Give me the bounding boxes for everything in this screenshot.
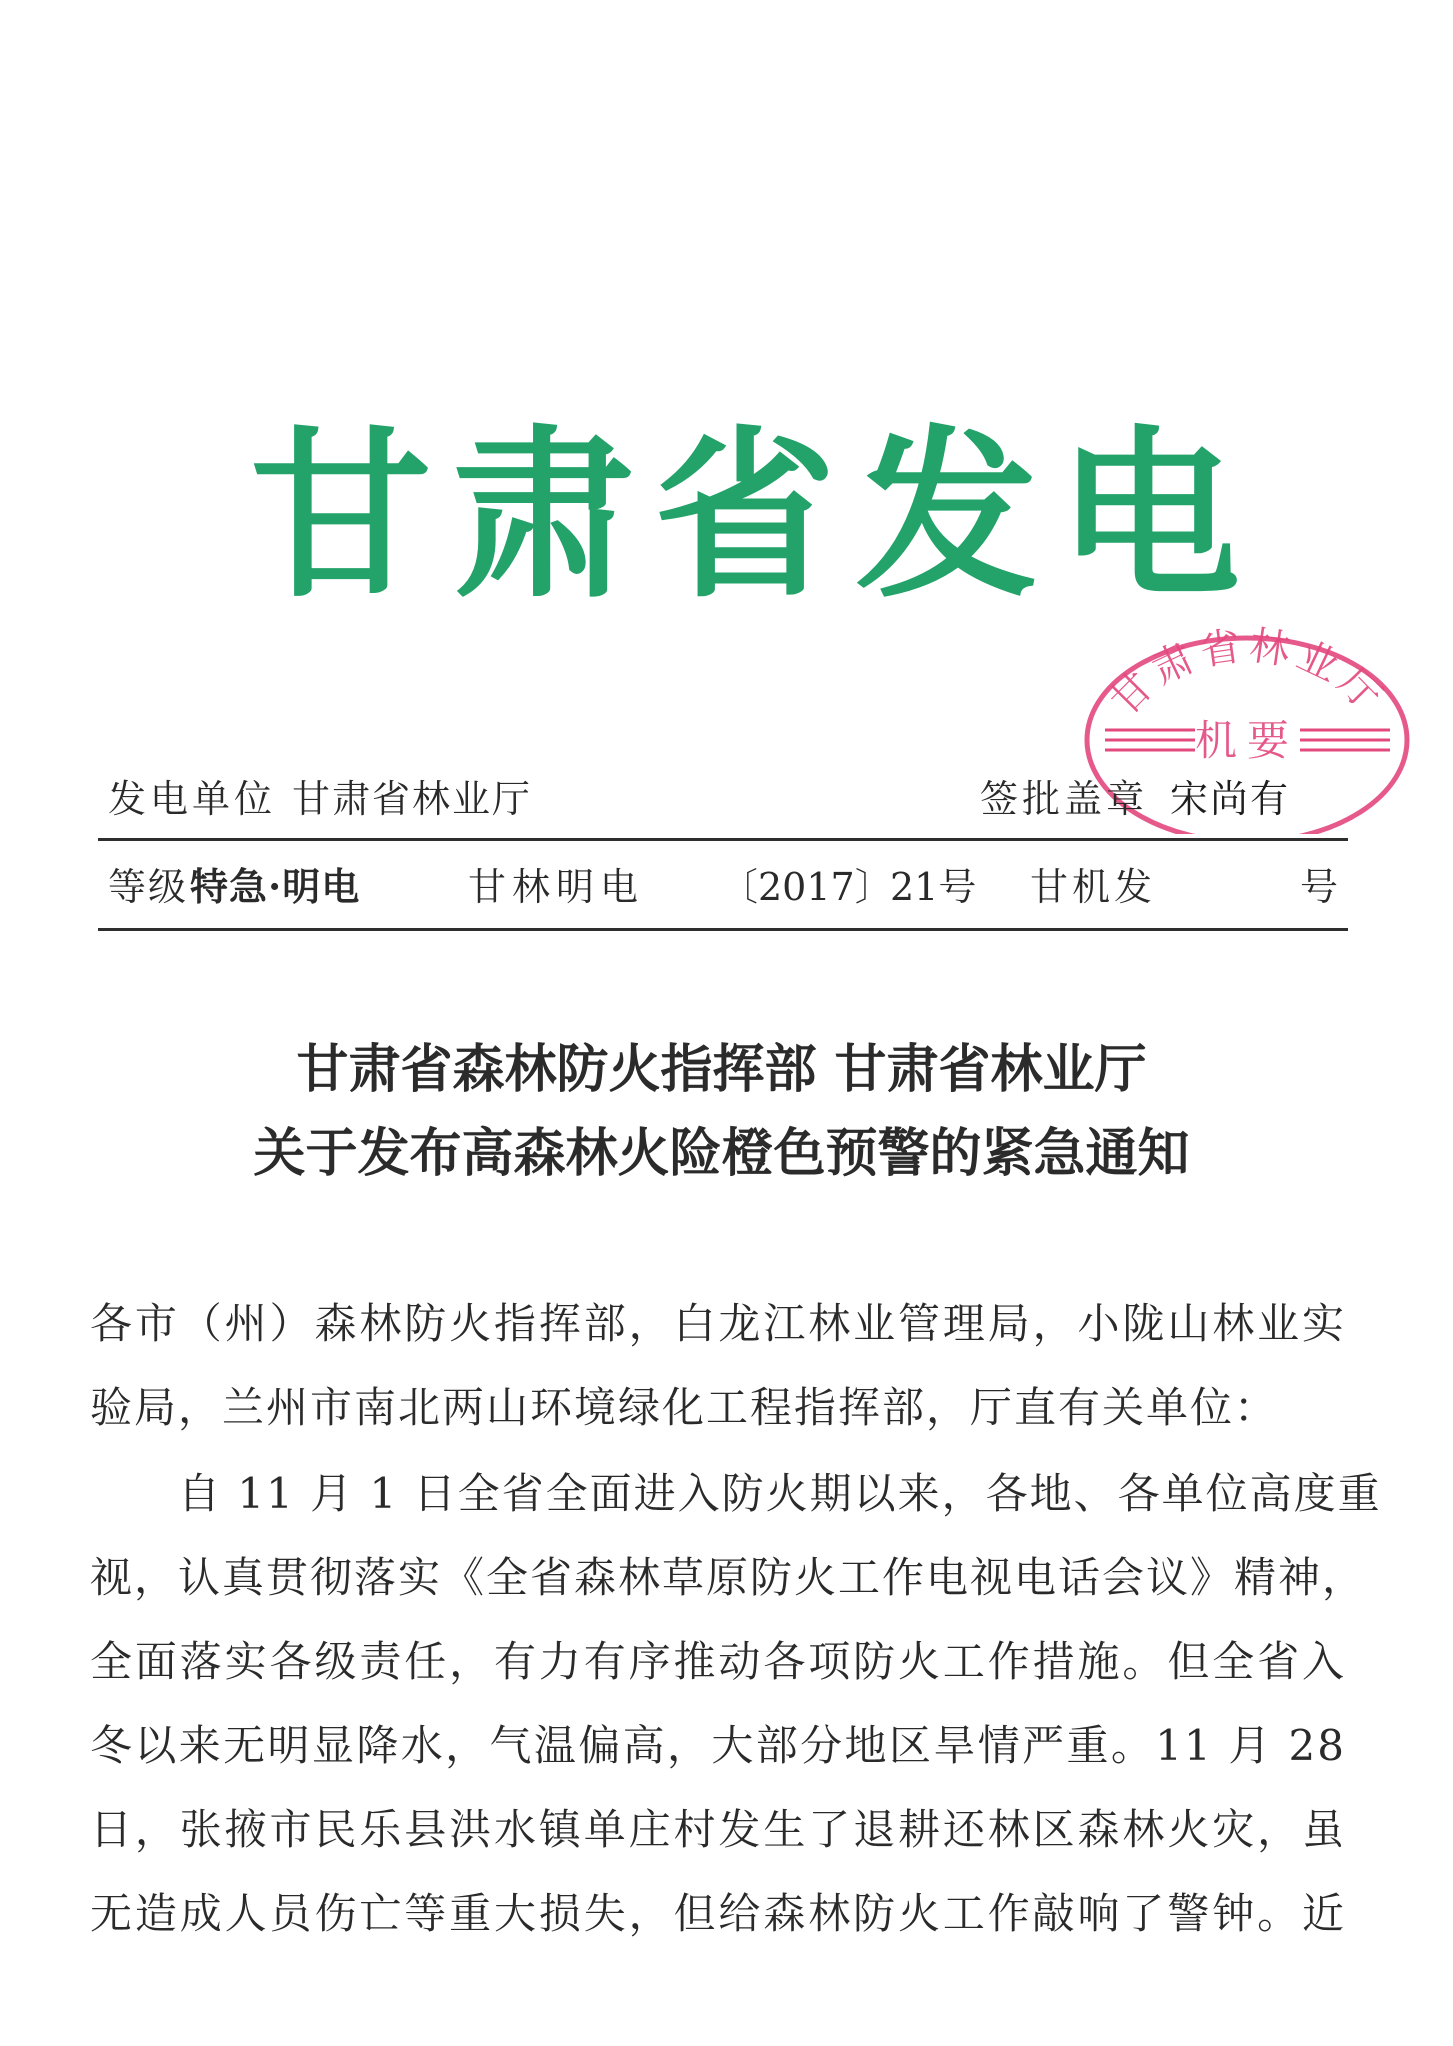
level-label: 等级	[108, 865, 189, 909]
salutation	[90, 1282, 1346, 1450]
salutation-line: 各市（州）森林防火指挥部，白龙江林业管理局，小陇山林业实	[90, 1299, 1346, 1348]
masthead-title: 甘肃省发电	[250, 410, 1260, 622]
header-divider-2	[98, 928, 1348, 931]
doc-number: 21号	[890, 865, 977, 909]
paragraph-line: 视，认真贯彻落实《全省森林草原防火工作电视电话会议》精神，	[90, 1553, 1367, 1602]
seal-top-text: 甘肃省林业厅	[1101, 622, 1395, 725]
doc-prefix: 甘林明电	[468, 865, 645, 909]
sender-label: 发电单位	[108, 777, 277, 821]
notice-title-line-1: 甘肃省森林防火指挥部 甘肃省林业厅	[296, 1040, 1147, 1100]
paragraph-line: 全面落实各级责任，有力有序推动各项防火工作措施。但全省入	[90, 1637, 1346, 1686]
signer-name: 宋尚有	[1170, 777, 1291, 821]
body-paragraph	[90, 1452, 1382, 1956]
paragraph-line: 日，张掖市民乐县洪水镇单庄村发生了退耕还林区森林火灾，虽	[90, 1805, 1346, 1854]
paragraph-line: 自 11 月 1 日全省全面进入防火期以来，各地、各单位高度重	[178, 1469, 1382, 1518]
level-value: 特急·明电	[190, 864, 361, 909]
seal-center-text: 机要	[1194, 716, 1300, 765]
header-divider-1	[98, 838, 1348, 841]
salutation-line: 验局，兰州市南北两山环境绿化工程指挥部，厅直有关单位：	[90, 1383, 1279, 1432]
paragraph-line: 冬以来无明显降水，气温偏高，大部分地区旱情严重。11 月 28	[90, 1721, 1346, 1770]
level-row	[100, 864, 1348, 916]
notice-title-line-2: 关于发布高森林火险橙色预警的紧急通知	[253, 1124, 1190, 1184]
approval-label: 签批盖章	[980, 777, 1149, 821]
sender-name: 甘肃省林业厅	[292, 777, 533, 821]
sender-row	[100, 777, 1348, 824]
receiver-suffix: 号	[1300, 865, 1339, 909]
doc-year: 〔2017〕	[720, 865, 893, 909]
receiver-prefix: 甘机发	[1030, 865, 1157, 909]
paragraph-line: 无造成人员伤亡等重大损失，但给森林防火工作敲响了警钟。近	[90, 1889, 1346, 1938]
